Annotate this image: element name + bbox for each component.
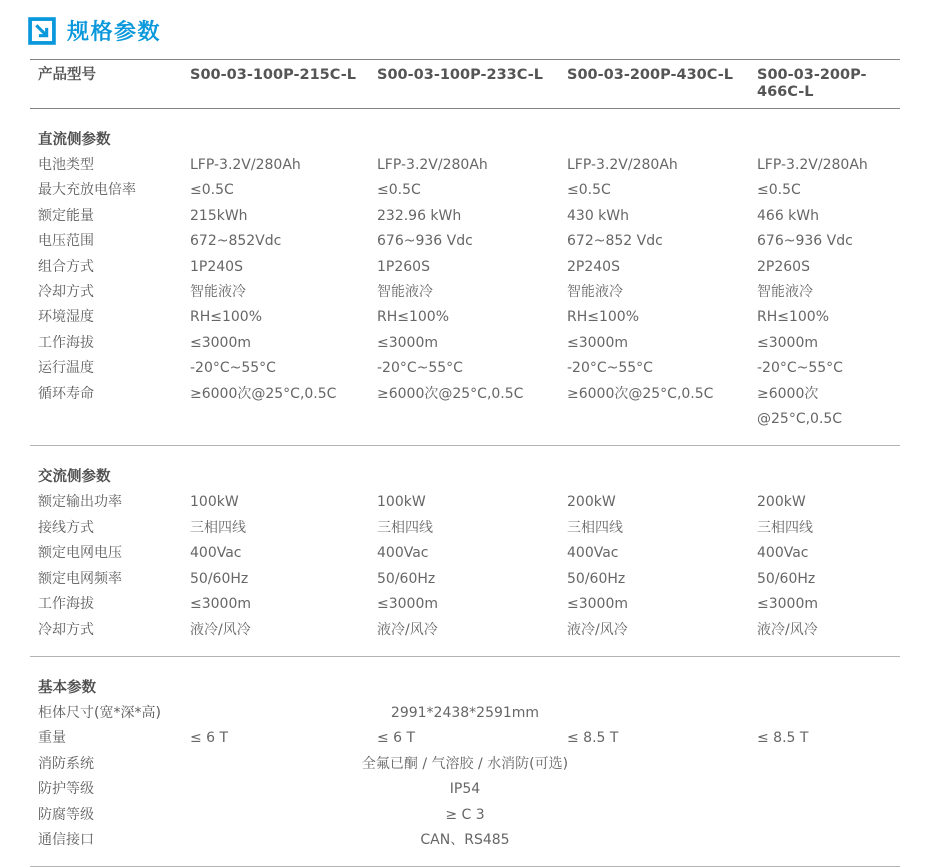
- spec-row: [30, 752, 900, 777]
- row-label: 运行温度: [38, 360, 94, 377]
- spec-value: 50/60Hz: [190, 570, 249, 587]
- spec-row: [30, 255, 900, 280]
- spec-value: ≤3000m: [377, 596, 438, 613]
- spec-value: 100kW: [190, 494, 239, 511]
- spec-value: 232.96 kWh: [377, 207, 462, 224]
- section-title: 直流侧参数: [38, 132, 111, 148]
- row-label: 通信接口: [38, 831, 94, 848]
- spec-value: LFP-3.2V/280Ah: [377, 157, 488, 173]
- spec-row: [30, 490, 900, 515]
- spec-value: 2P260S: [757, 258, 810, 275]
- row-label: 消防系统: [38, 755, 94, 772]
- spec-value: ≤3000m: [190, 596, 251, 613]
- spec-value: 400Vac: [567, 545, 619, 562]
- row-label: 额定能量: [38, 207, 94, 224]
- arrow-down-right-icon: [28, 17, 56, 45]
- spec-value: 215kWh: [190, 207, 248, 224]
- row-label: 柜体尺寸(宽*深*高): [38, 704, 161, 721]
- spec-value: 676~936 Vdc: [757, 233, 853, 250]
- model-name: S00-03-200P-466C-L: [757, 67, 867, 100]
- spec-value: ≤ 6 T: [377, 730, 416, 747]
- spec-row: [30, 777, 900, 802]
- spec-value-merged: CAN、RS485: [420, 831, 510, 848]
- section-title: 交流侧参数: [38, 469, 111, 486]
- spec-value: 三相四线: [377, 519, 433, 536]
- spec-section: [30, 109, 900, 446]
- spec-value: ≤ 8.5 T: [757, 730, 809, 747]
- spec-value: ≤3000m: [567, 596, 628, 613]
- spec-value: ≤3000m: [377, 334, 438, 351]
- model-header-row: [30, 59, 900, 109]
- model-name: S00-03-100P-233C-L: [377, 67, 543, 83]
- model-header-label: 产品型号: [38, 67, 96, 83]
- spec-table: [30, 59, 900, 867]
- row-label: 电池类型: [38, 157, 94, 173]
- spec-row: [30, 382, 900, 433]
- spec-value: ≥6000次@25°C,0.5C: [567, 385, 714, 402]
- spec-row: [30, 516, 900, 541]
- spec-row: [30, 618, 900, 643]
- row-label: 工作海拔: [38, 596, 94, 613]
- spec-row: [30, 153, 900, 178]
- spec-row: [30, 331, 900, 356]
- spec-value: ≤3000m: [567, 334, 628, 351]
- spec-value: 676~936 Vdc: [377, 233, 473, 250]
- spec-row: [30, 541, 900, 566]
- spec-value: 1P240S: [190, 258, 243, 275]
- spec-value: 400Vac: [757, 545, 809, 562]
- spec-value: 400Vac: [377, 545, 429, 562]
- spec-value: LFP-3.2V/280Ah: [757, 157, 868, 173]
- spec-value: ≤ 8.5 T: [567, 730, 619, 747]
- spec-value: 430 kWh: [567, 207, 629, 224]
- spec-value: ≥6000次@25°C,0.5C: [190, 385, 337, 402]
- spec-row: [30, 178, 900, 203]
- spec-value-merged: 2991*2438*2591mm: [390, 704, 540, 721]
- spec-value: 100kW: [377, 494, 426, 511]
- spec-value: 智能液冷: [377, 284, 433, 301]
- page-header: [0, 0, 930, 48]
- spec-value: 三相四线: [190, 519, 246, 536]
- row-label: 防腐等级: [38, 806, 94, 823]
- spec-value: 智能液冷: [757, 284, 813, 301]
- spec-value: 200kW: [757, 494, 806, 511]
- spec-value: -20°C~55°C: [567, 360, 653, 377]
- row-label: 额定电网电压: [38, 545, 122, 562]
- page-title: 规格参数: [67, 20, 162, 45]
- spec-row: [30, 280, 900, 305]
- spec-value: RH≤100%: [190, 309, 263, 326]
- row-label: 循环寿命: [38, 385, 94, 402]
- spec-value: RH≤100%: [567, 309, 640, 326]
- row-label: 额定电网频率: [38, 570, 122, 587]
- spec-value: 智能液冷: [567, 284, 623, 301]
- spec-value-merged: IP54: [449, 781, 481, 798]
- spec-row: [30, 701, 900, 726]
- spec-value: ≥6000次@25°C,0.5C: [377, 385, 524, 402]
- spec-section: [30, 446, 900, 656]
- spec-row: [30, 305, 900, 330]
- spec-row: [30, 204, 900, 229]
- spec-value: 50/60Hz: [757, 570, 816, 587]
- spec-section: [30, 657, 900, 867]
- row-label: 冷却方式: [38, 284, 94, 301]
- model-name: S00-03-100P-215C-L: [190, 67, 356, 83]
- spec-value-merged: ≥ C 3: [445, 806, 485, 823]
- spec-value: ≥6000次@25°C,0.5C: [757, 385, 843, 428]
- spec-value: LFP-3.2V/280Ah: [567, 157, 678, 173]
- spec-value: ≤0.5C: [567, 182, 611, 199]
- spec-value: 三相四线: [567, 519, 623, 536]
- spec-value: 466 kWh: [757, 207, 819, 224]
- spec-row: [30, 592, 900, 617]
- spec-row: [30, 726, 900, 751]
- spec-value: ≤3000m: [757, 334, 818, 351]
- spec-value: 672~852Vdc: [190, 233, 282, 250]
- spec-value: ≤0.5C: [190, 182, 234, 199]
- spec-value: 50/60Hz: [567, 570, 626, 587]
- row-label: 防护等级: [38, 781, 94, 798]
- spec-value: 液冷/风冷: [377, 621, 438, 638]
- spec-value: -20°C~55°C: [190, 360, 276, 377]
- row-label: 重量: [38, 730, 66, 747]
- spec-value: 液冷/风冷: [757, 621, 818, 638]
- spec-value: 三相四线: [757, 519, 813, 536]
- spec-value: RH≤100%: [757, 309, 830, 326]
- spec-value: 智能液冷: [190, 284, 246, 301]
- section-title: 基本参数: [38, 679, 96, 696]
- spec-value: 200kW: [567, 494, 616, 511]
- spec-value: 液冷/风冷: [567, 621, 628, 638]
- spec-row: [30, 356, 900, 381]
- spec-row: [30, 828, 900, 853]
- spec-value: 672~852 Vdc: [567, 233, 663, 250]
- spec-value: 50/60Hz: [377, 570, 436, 587]
- row-label: 工作海拔: [38, 334, 94, 351]
- model-name: S00-03-200P-430C-L: [567, 67, 733, 83]
- row-label: 额定输出功率: [38, 494, 122, 511]
- spec-row: [30, 567, 900, 592]
- spec-value: 400Vac: [190, 545, 242, 562]
- spec-value: ≤3000m: [757, 596, 818, 613]
- spec-value: ≤0.5C: [757, 182, 801, 199]
- row-label: 冷却方式: [38, 621, 94, 638]
- row-label: 组合方式: [38, 258, 94, 275]
- spec-value-merged: 全氟已酮 / 气溶胶 / 水消防(可选): [361, 755, 569, 772]
- row-label: 最大充放电倍率: [38, 182, 136, 199]
- spec-value: -20°C~55°C: [377, 360, 463, 377]
- spec-row: [30, 803, 900, 828]
- row-label: 接线方式: [38, 519, 94, 536]
- spec-value: ≤3000m: [190, 334, 251, 351]
- spec-value: -20°C~55°C: [757, 360, 843, 377]
- spec-value: ≤ 6 T: [190, 730, 229, 747]
- spec-value: LFP-3.2V/280Ah: [190, 157, 301, 173]
- spec-value: ≤0.5C: [377, 182, 421, 199]
- row-label: 电压范围: [38, 233, 94, 250]
- spec-value: 2P240S: [567, 258, 620, 275]
- row-label: 环境湿度: [38, 309, 94, 326]
- spec-value: 1P260S: [377, 258, 430, 275]
- spec-row: [30, 229, 900, 254]
- spec-value: RH≤100%: [377, 309, 450, 326]
- spec-sections: [30, 109, 900, 867]
- spec-value: 液冷/风冷: [190, 621, 251, 638]
